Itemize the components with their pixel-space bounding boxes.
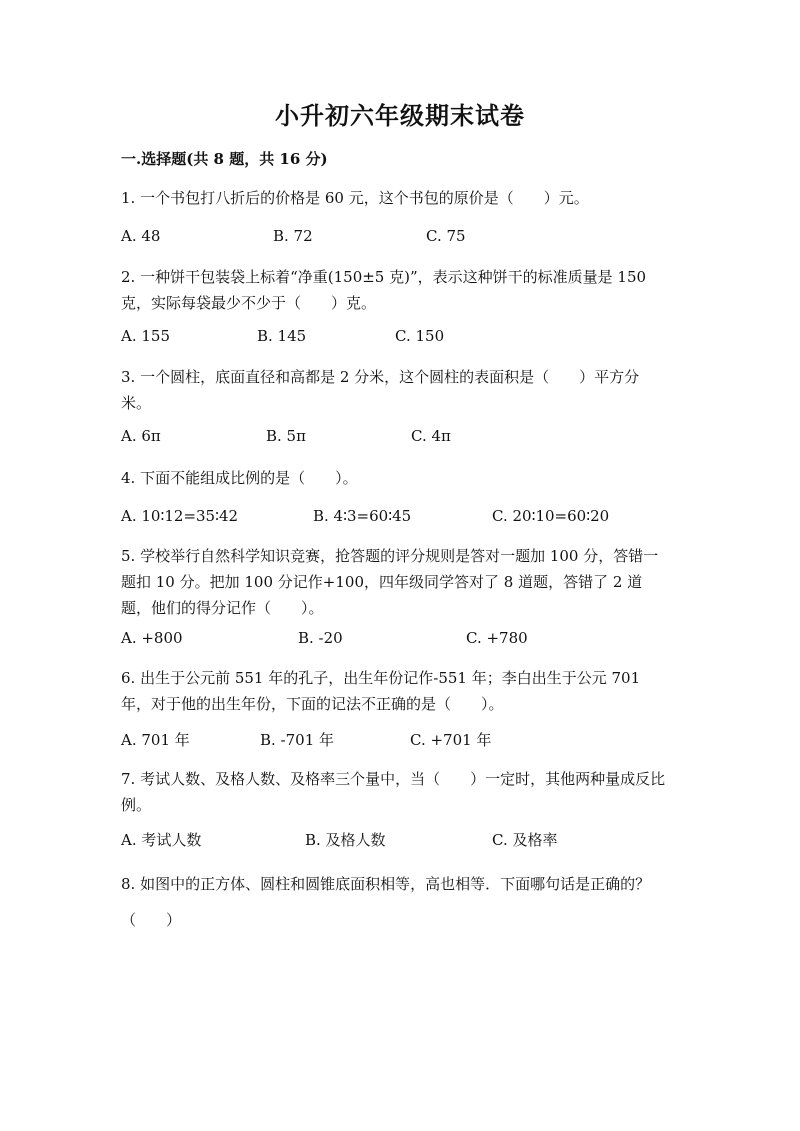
question-text: 1. 一个书包打八折后的价格是 60 元，这个书包的原价是（ ）元。	[121, 189, 589, 207]
question-options	[121, 327, 681, 351]
question-options	[121, 507, 681, 531]
question-text: 6. 出生于公元前 551 年的孔子，出生年份记作-551 年；李白出生于公元 701 年，对于他的出生年份，下面的记法不正确的是（ ）。	[121, 669, 641, 713]
question-options	[121, 729, 681, 753]
option-a: A. 考试人数	[121, 831, 202, 849]
option-b: B. -20	[298, 629, 343, 647]
section-header: 一.选择题(共 8 题，共 16 分)	[121, 150, 328, 168]
option-b: B. 4∶3=60∶45	[313, 507, 412, 525]
option-a: A. 6π	[121, 427, 161, 445]
question-text: 2. 一种饼干包装袋上标着“净重(150±5 克)”，表示这种饼干的标准质量是 150 克，实际每袋最少不少于（ ）克。	[121, 268, 647, 312]
option-c: C. +780	[466, 629, 528, 647]
option-a: A. 48	[121, 227, 161, 245]
option-b: B. -701 年	[260, 731, 335, 749]
option-a: A. 155	[121, 327, 170, 345]
option-a: A. 701 年	[121, 731, 190, 749]
option-c: C. 及格率	[492, 831, 558, 849]
question-options	[121, 427, 681, 451]
question-options	[121, 829, 681, 853]
option-c: C. 75	[426, 227, 466, 245]
option-a: A. 10∶12=35∶42	[121, 507, 239, 525]
option-b: B. 及格人数	[305, 831, 386, 849]
option-c: C. 20∶10=60∶20	[492, 507, 610, 525]
question-text: 3. 一个圆柱，底面直径和高都是 2 分米，这个圆柱的表面积是（ ）平方分米。	[121, 368, 640, 412]
question-text: 5. 学校举行自然科学知识竞赛，抢答题的评分规则是答对一题加 100 分，答错一题扣 10 分。把加 100 分记作+100，四年级同学答对了 8 道题，答错了 2 道题，他们的得分记作（ ）。	[121, 547, 659, 617]
option-c: C. 150	[395, 327, 445, 345]
question-text: 7. 考试人数、及格人数、及格率三个量中，当（ ）一定时，其他两种量成反比例。	[121, 770, 666, 814]
option-c: C. +701 年	[410, 731, 492, 749]
option-b: B. 5π	[266, 427, 306, 445]
option-c: C. 4π	[411, 427, 451, 445]
question-text: 8. 如图中的正方体、圆柱和圆锥底面积相等，高也相等．下面哪句话是正确的？（ ）	[121, 875, 651, 929]
question-options	[121, 629, 681, 653]
option-a: A. +800	[121, 629, 183, 647]
question-text: 4. 下面不能组成比例的是（ ）。	[121, 469, 358, 487]
option-b: B. 145	[257, 327, 307, 345]
option-b: B. 72	[273, 227, 313, 245]
page-title: 小升初六年级期末试卷	[275, 101, 525, 130]
question-options	[121, 227, 681, 251]
